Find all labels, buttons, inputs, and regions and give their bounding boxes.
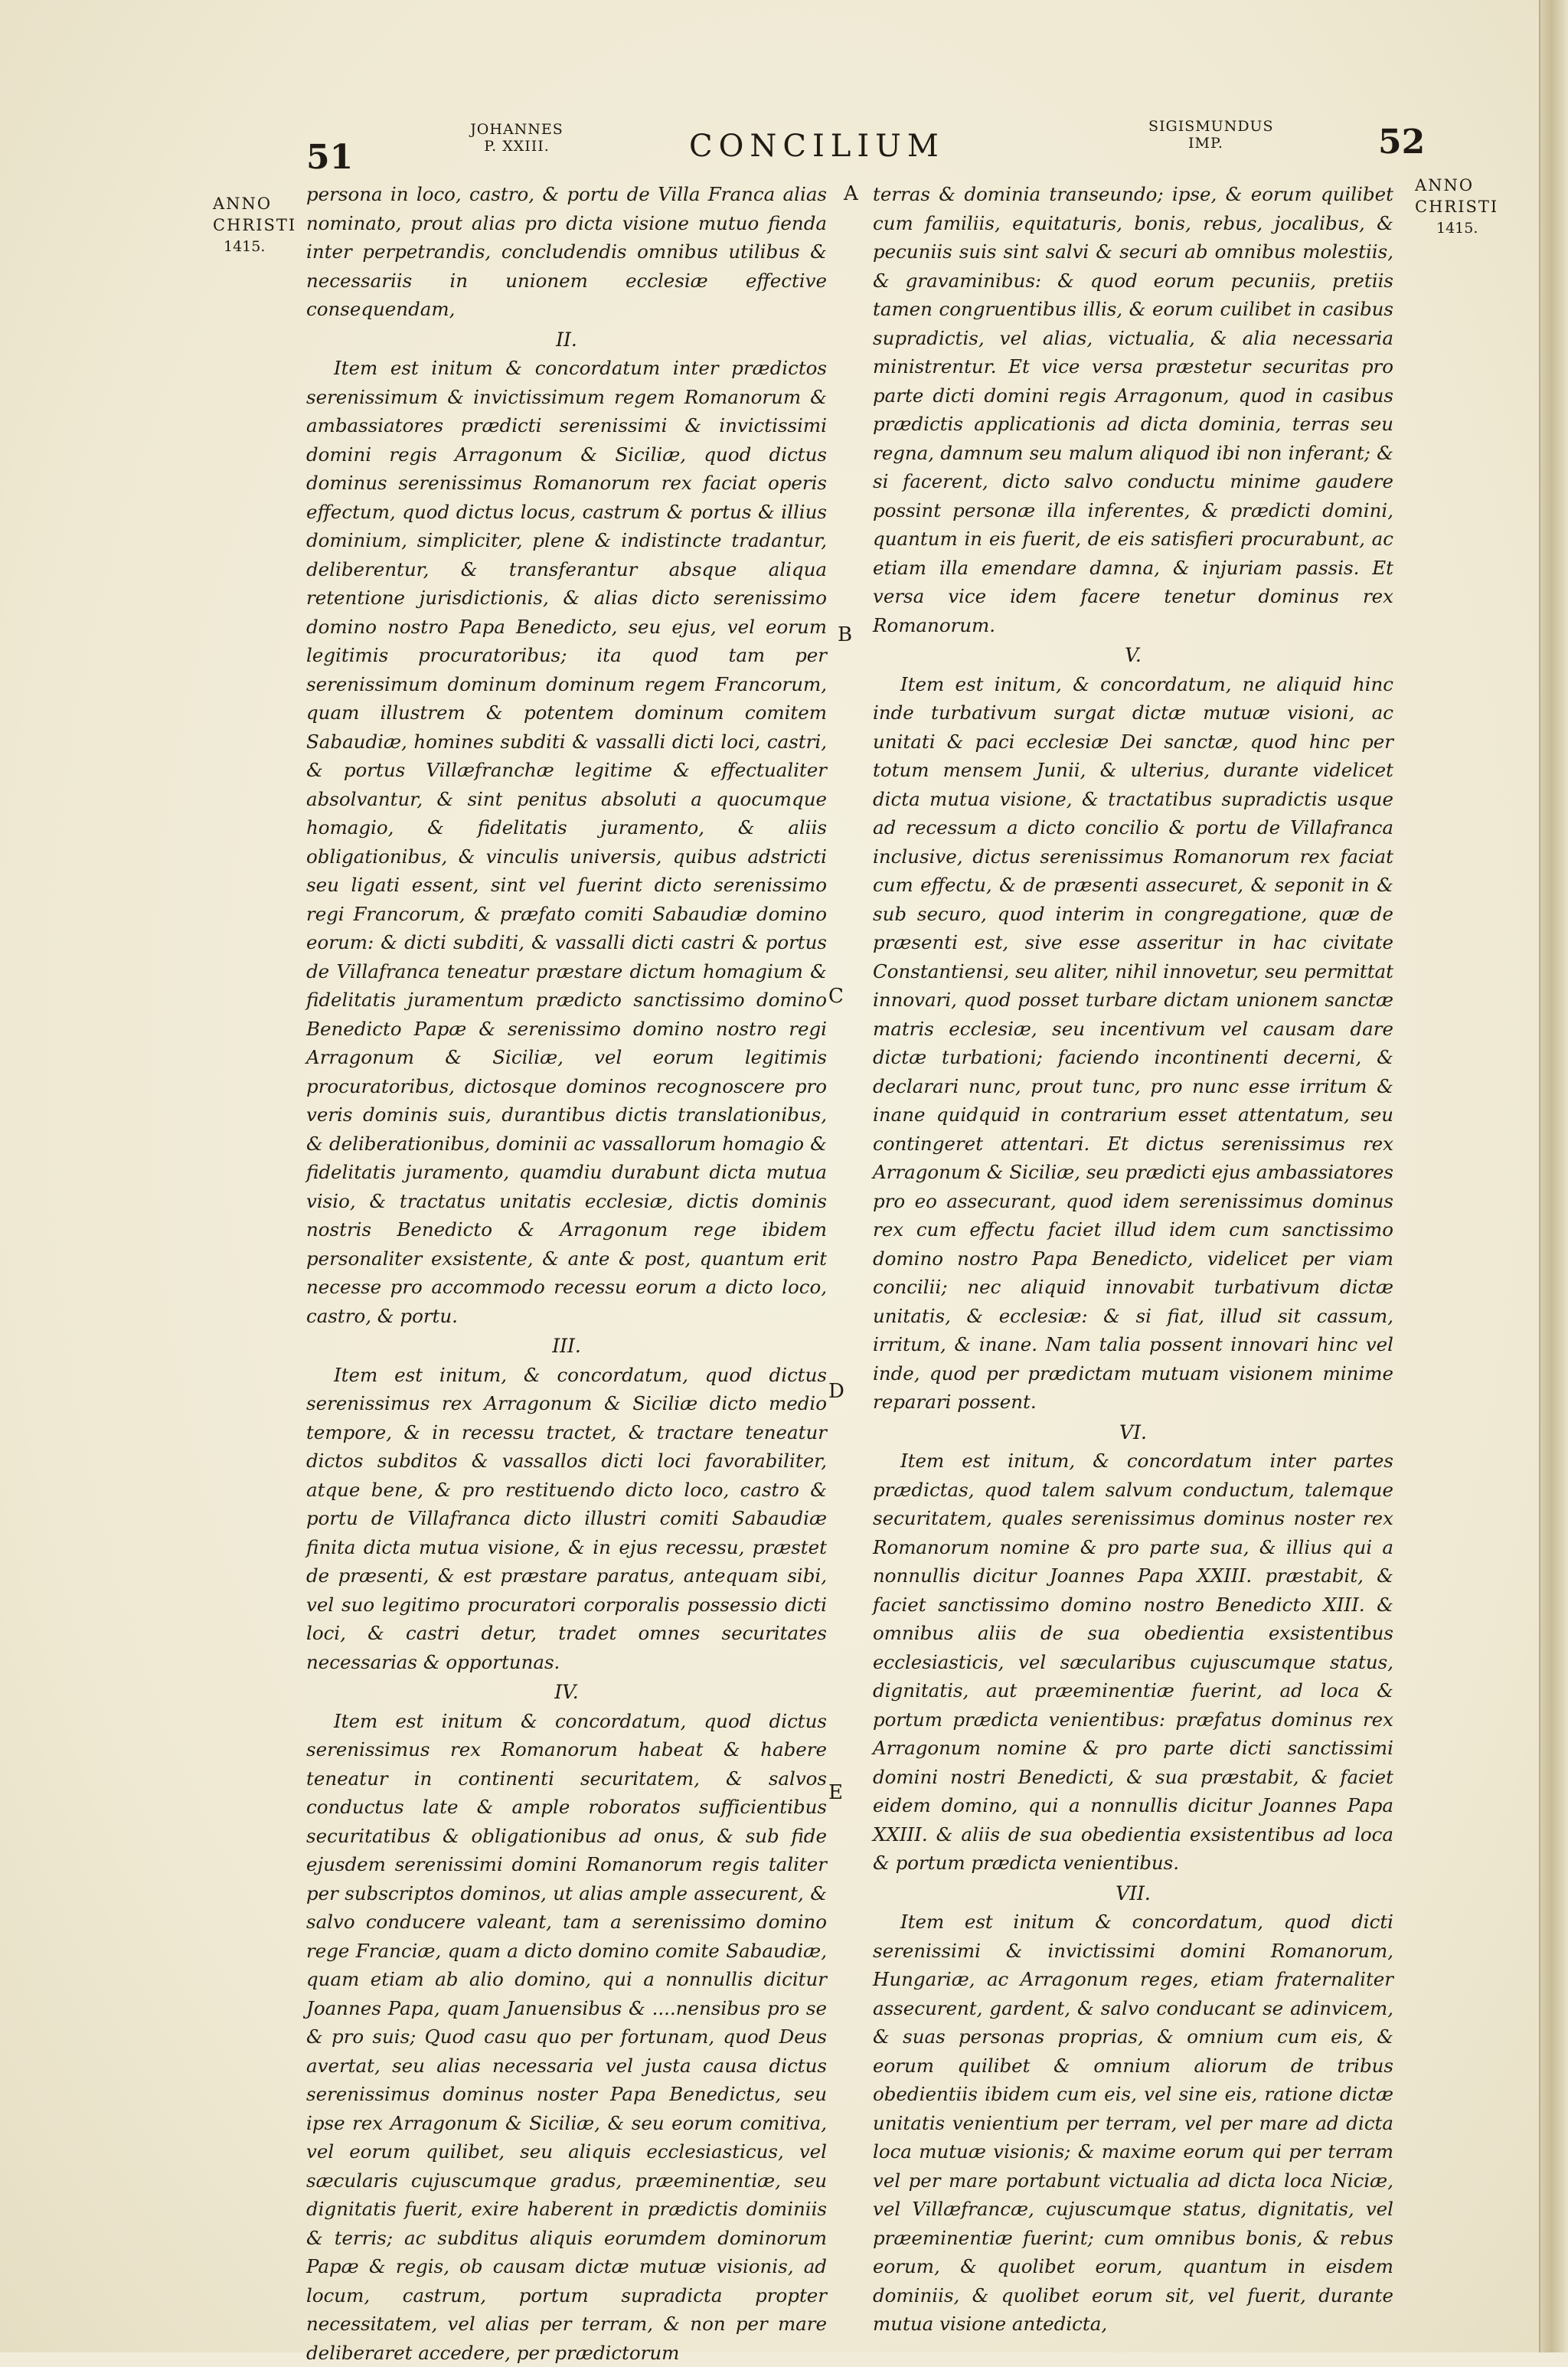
margin-note-left (213, 193, 296, 257)
paragraph: Item est initum, & concordatum inter partes prædictas, quod talem salvum conductum, talemque securitatem, quales serenissimus dominus noster rex Romanorum nomine & pro parte sua, & illius qui a nonnullis dicitur Joannes Papa XXIII. præstabit, & faciet sanctissimo domino nostro Benedicto XIII. & omnibus aliis de sua obedientia exsistentibus ecclesiasticis, vel sæcularibus cujuscumque status, dignitatis, aut præeminentiæ fuerint, ad loca & portum prædicta venientibus: præfatus dominus rex Arragonum nomine & pro parte dicti sanctissimi domini nostri Benedicti, & sua præstabit, & faciet eidem domino, qui a nonnullis dicitur Joannes Papa XXIII. & aliis de sua obedientia exsistentibus ad loca & portum prædicta venientibus. (873, 1447, 1393, 1878)
section-heading: V. (873, 641, 1393, 670)
section-heading: IV. (306, 1678, 827, 1707)
section-heading: III. (306, 1332, 827, 1361)
running-head-right-line2: IMP. (1148, 135, 1263, 152)
paragraph: Item est initum & concordatum inter prædictos serenissimum & invictissimum regem Romanorum & ambassiatores prædicti serenissimi & invictissimi domini regis Arragonum & Siciliæ, quod dictus dominus serenissimus Romanorum rex faciat operis effectum, quod dictus locus, castrum & portus & illius dominium, simpliciter, plene & indistincte tradantur, deliberentur, & transferantur absque aliqua retentione jurisdictionis, & alias dicto serenissimo domino nostro Papa Benedicto, seu ejus, vel eorum legitimis procuratoribus; ita quod tam per serenissimum dominum dominum regem Francorum, quam illustrem & potentem dominum comitem Sabaudiæ, homines subditi & vassalli dicti loci, castri, & portus Villæfranchæ legitime & effectualiter absolvantur, & sint penitus absoluti a quocumque homagio, & fidelitatis juramento, & aliis obligationibus, & vinculis universis, quibus adstricti seu ligati essent, sint vel fuerint dicto serenissimo regi Francorum, & præfato comiti Sabaudiæ domino eorum: & dicti subditi, & vassalli dicti castri & portus de Villafranca teneatur præstare dictum homagium & fidelitatis juramentum prædicto sanctissimo domino Benedicto Papæ & serenissimo domino nostro regi Arragonum & Siciliæ, vel eorum legitimis procuratoribus, dictosque dominos recognoscere pro veris dominis suis, durantibus dictis translationibus, & deliberationibus, dominii ac vassallorum homagio & fidelitatis juramento, quamdiu durabunt dicta mutua visio, & tractatus unitatis ecclesiæ, dictis dominis nostris Benedicto & Arragonum rege ibidem personaliter exsistente, & ante & post, quantum erit necesse pro accommodo recessu eorum a dicto loco, castro, & portu. (306, 354, 827, 1330)
margin-note-left-year: 1415. (213, 236, 296, 257)
text-column-right (873, 180, 1393, 2339)
paragraph: Item est initum & concordatum, quod dicti serenissimi & invictissimi domini Romanorum, Hungariæ, ac Arragonum reges, etiam fraternaliter assecurent, gardent, & salvo conducant se adinvicem, & suas personas proprias, & omnium cum eis, & eorum quilibet & omnium aliorum de tribus obedientiis ibidem cum eis, vel sine eis, ratione dictæ unitatis venientium per terram, vel per mare ad dicta loca mutuæ visionis; & maxime eorum qui per terram vel per mare portabunt victualia ad dicta loca Niciæ, vel Villæfrancæ, cujuscumque status, dignitatis, vel præeminentiæ fuerint; cum omnibus bonis, & rebus eorum, & quolibet eorum, quantum in eisdem dominiis, & quolibet eorum sit, vel fuerit, durante mutua visione antedicta, (873, 1908, 1393, 2339)
page-title: CONCILIUM (689, 129, 945, 164)
running-head-left-line1: JOHANNES (459, 121, 574, 138)
column-marker-b: B (838, 623, 852, 646)
margin-note-right-year: 1415. (1415, 217, 1498, 239)
margin-note-left-word1: ANNO (213, 193, 296, 214)
margin-note-right-word1: ANNO (1415, 175, 1498, 196)
column-marker-c: C (828, 985, 844, 1008)
page-number-left: 51 (306, 138, 353, 177)
paragraph: Item est initum & concordatum, quod dictus serenissimus rex Romanorum habeat & habere teneatur in continenti securitatem, & salvos conductus late & ample roboratos sufficientibus securitatibus & obligationibus ad onus, & sub fide ejusdem serenissimi domini Romanorum regis taliter per subscriptos dominos, ut alias ample assecurent, & salvo conducere valeant, tam a serenissimo domino rege Franciæ, quam a dicto domino comite Sabaudiæ, quam etiam ab alio domino, qui a nonnullis dicitur Joannes Papa, quam Januensibus & ....nensibus pro se & pro suis; Quod casu quo per fortunam, quod Deus avertat, seu alias necessaria vel justa causa dictus serenissimus dominus noster Papa Benedictus, seu ipse rex Arragonum & Siciliæ, & seu eorum comitiva, vel eorum quilibet, seu aliquis ecclesiasticus, vel sæcularis cujuscumque gradus, præeminentiæ, seu dignitatis fuerit, exire haberent in prædictis dominiis & terris; ac subditus aliquis eorumdem dominorum Papæ & regis, ob causam dictæ mutuæ visionis, ad locum, castrum, portum supradicta propter necessitatem, vel alias per terram, & non per mare deliberaret accedere, per prædictorum (306, 1707, 827, 2367)
paragraph: Item est initum, & concordatum, ne aliquid hinc inde turbativum surgat dictæ mutuæ visioni, ac unitati & paci ecclesiæ Dei sanctæ, quod hinc per totum mensem Junii, & ulterius, durante videlicet dicta mutua visione, & tractatibus supradictis usque ad recessum a dicto concilio & portu de Villafranca inclusive, dictus serenissimus Romanorum rex faciat cum effectu, & de præsenti assecuret, & seponit in & sub securo, quod interim in congregatione, quæ de præsenti est, sive esse asseritur in hac civitate Constantiensi, seu aliter, nihil innovetur, seu permittat innovari, quod posset turbare dictam unionem sanctæ matris ecclesiæ, seu incentivum vel causam dare dictæ turbationi; faciendo incontinenti decerni, & declarari nunc, prout tunc, pro nunc esse irritum & inane quidquid in contrarium esset attentatum, seu contingeret attentari. Et dictus serenissimus rex Arragonum & Siciliæ, seu prædicti ejus ambassiatores pro eo assecurant, quod idem serenissimus dominus rex cum effectu faciet illud idem cum sanctissimo domino nostro Papa Benedicto, videlicet per viam concilii; nec aliquid innovabit turbativum dictæ unitatis, & ecclesiæ: & si fiat, illud sit cassum, irritum, & inane. Nam talia possent innovari hinc vel inde, quod per prædictam mutuam visionem minime reparari possent. (873, 670, 1393, 1417)
paragraph: Item est initum, & concordatum, quod dictus serenissimus rex Arragonum & Siciliæ dicto medio tempore, & in recessu tractet, & tractare teneatur dictos subditos & vassallos dicti loci favorabiliter, atque bene, & pro restituendo dicto loco, castro & portu de Villafranca dicto illustri comiti Sabaudiæ finita dicta mutua visione, & in ejus recessu, præstet de præsenti, & est præstare paratus, antequam sibi, vel suo legitimo procuratori corporalis possessio dicti loci, & castri detur, tradet omnes securitates necessarias & opportunas. (306, 1361, 827, 1677)
section-heading: II. (306, 325, 827, 355)
column-marker-e: E (828, 1781, 843, 1804)
running-head-left-line2: P. XXIII. (459, 138, 574, 155)
text-column-left (306, 180, 827, 2367)
column-marker-a: A (844, 182, 858, 205)
running-head-left (459, 121, 574, 155)
next-page-edge (1539, 0, 1568, 2352)
section-heading: VII. (873, 1879, 1393, 1908)
paragraph: persona in loco, castro, & portu de Villa Franca alias nominato, prout alias pro dicta visione mutuo fienda inter perpetrandis, concludendis omnibus utilibus & necessariis in unionem ecclesiæ effective consequendam, (306, 180, 827, 324)
page-number-right: 52 (1378, 123, 1425, 162)
margin-note-left-word2: CHRISTI (213, 214, 296, 236)
margin-note-right (1415, 175, 1498, 239)
section-heading: VI. (873, 1418, 1393, 1447)
page-header (0, 115, 1568, 176)
running-head-right-line1: SIGISMUNDUS (1148, 118, 1263, 135)
margin-note-right-word2: CHRISTI (1415, 196, 1498, 217)
running-head-right (1148, 118, 1263, 152)
column-marker-d: D (828, 1380, 844, 1403)
paragraph: terras & dominia transeundo; ipse, & eorum quilibet cum familiis, equitaturis, bonis, rebus, jocalibus, & pecuniis suis sint salvi & securi ab omnibus molestiis, & gravaminibus: & quod eorum pecuniis, pretiis tamen congruentibus illis, & eorum cuilibet in casibus supradictis, vel alias, victualia, & alia necessaria ministrentur. Et vice versa præstetur securitas pro parte dicti domini regis Arragonum, quod in casibus prædictis applicationis ad dicta dominia, terras seu regna, damnum seu malum aliquod ibi non inferant; & si facerent, dicto salvo conductu minime gaudere possint personæ illa inferentes, & prædicti domini, quantum in eis fuerit, de eis satisfieri procurabunt, ac etiam illa emendare damna, & injuriam passis. Et versa vice idem facere tenetur dominus rex Romanorum. (873, 180, 1393, 639)
